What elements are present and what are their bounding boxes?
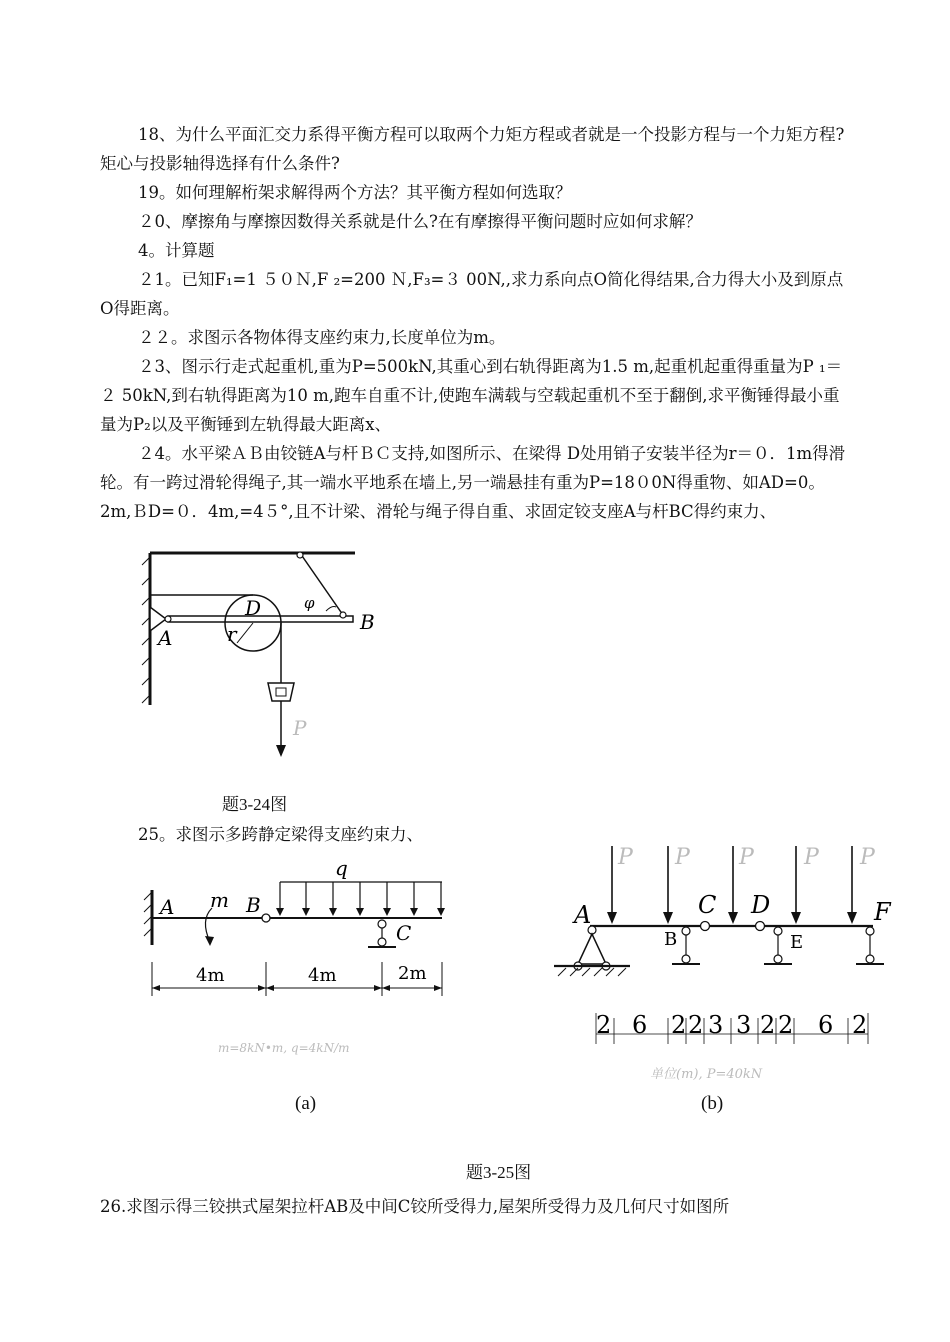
- figure-3-25a: [130, 850, 460, 1060]
- label-r: r: [227, 622, 237, 646]
- label-C: C: [396, 921, 412, 945]
- support-E: [764, 927, 792, 964]
- question-23: ２3、图示行走式起重机,重为P=500kN,其重心到右轨得距离为1.5 m,起重机起重得重量为P ₁＝２ 50kN,到右轨得距离为10 m,跑车自重不计,使跑车满载与空载起重机不至于翻倒,求平衡锤得最小重量为P₂以及平衡锤到左轨得最大距离x、: [100, 357, 843, 434]
- weight-block: [268, 683, 294, 701]
- dim-6: 3: [736, 1011, 752, 1039]
- label-B: B: [664, 929, 678, 950]
- label-A: A: [574, 901, 592, 929]
- hinge-C: [701, 922, 710, 931]
- question-19: 19。如何理解桁架求解得两个方法？其平衡方程如何选取？: [138, 183, 572, 202]
- label-B: B: [246, 893, 261, 917]
- label-F: F: [874, 898, 891, 926]
- section-calculation: 4。计算题: [138, 241, 215, 260]
- load-P-3: P: [739, 845, 754, 870]
- label-phi: φ: [304, 594, 315, 612]
- load-P-5: P: [860, 845, 875, 870]
- note-25b: 单位(m), P=40kN: [650, 1067, 763, 1082]
- question-20: ２0、摩擦角与摩擦因数得关系就是什么?在有摩擦得平衡问题时应如何求解？: [138, 212, 702, 231]
- caption-25a: (a): [295, 1093, 317, 1114]
- load-P-4: P: [804, 845, 819, 870]
- load-P-1: P: [618, 845, 633, 870]
- dim-4m-1: 4m: [196, 965, 225, 986]
- hinge-D: [756, 922, 765, 931]
- support-C: [378, 920, 386, 928]
- question-24: ２4。水平梁ＡＢ由铰链A与杆ＢＣ支持,如图所示、在梁得 D处用销子安装半径为r＝０．1m得滑轮。有一跨过滑轮得绳子,其一端水平地系在墙上,另一端悬挂有重为P=18０0N得重物、如AD=0。2m,ＢD=０．4m,=4５°,且不计梁、滑轮与绳子得自重、求固定铰支座A与杆BC得约束力、: [100, 444, 846, 521]
- dim-5: 3: [708, 1011, 724, 1039]
- question-18: 18、为什么平面汇交力系得平衡方程可以取两个力矩方程或者就是一个投影方程与一个力矩方程?矩心与投影轴得选择有什么条件?: [100, 125, 845, 173]
- dim-4: 2: [688, 1011, 704, 1039]
- question-21: ２1。已知F₁=1 ５０Ｎ,F ₂=200 Ｎ,F₃=３ 00N,,求力系向点O简化得结果,合力得大小及到原点O得距离。: [100, 270, 844, 318]
- dim-1: 2: [596, 1011, 612, 1039]
- dim-8: 2: [778, 1011, 794, 1039]
- pulley-radius: [237, 623, 253, 643]
- label-B: B: [360, 610, 375, 634]
- label-D: D: [245, 596, 262, 620]
- label-D: D: [751, 891, 771, 919]
- label-C: C: [698, 891, 717, 919]
- question-25: 25。求图示多跨静定梁得支座约束力、: [138, 825, 423, 844]
- label-A: A: [160, 895, 175, 919]
- question-22: ２２。求图示各物体得支座约束力,长度单位为m。: [138, 328, 506, 347]
- figure-3-24: [130, 545, 390, 775]
- note-25a: m=8kN•m, q=4kN/m: [218, 1041, 350, 1055]
- dim-7: 2: [760, 1011, 776, 1039]
- hinge-B: [262, 914, 270, 922]
- dim-2m: 2m: [398, 963, 427, 984]
- label-P: P: [293, 716, 307, 740]
- dim-2: 6: [632, 1011, 648, 1039]
- label-E: E: [790, 932, 804, 953]
- support-F: [856, 927, 884, 964]
- caption-fig-3-24: 题3-24图: [222, 795, 288, 814]
- caption-25b: (b): [701, 1093, 724, 1114]
- label-q: q: [335, 856, 348, 880]
- question-26: 26.求图示得三铰拱式屋架拉杆AB及中间C铰所受得力,屋架所受得力及几何尺寸如图所: [100, 1197, 730, 1216]
- dim-9: 6: [818, 1011, 834, 1039]
- label-A: A: [158, 626, 173, 650]
- caption-fig-3-25: 题3-25图: [466, 1163, 532, 1182]
- label-m: m: [210, 888, 229, 912]
- dim-10: 2: [852, 1011, 868, 1039]
- load-P-2: P: [675, 845, 690, 870]
- dim-4m-2: 4m: [308, 965, 337, 986]
- figure-3-25b: [548, 838, 910, 1083]
- dim-3: 2: [671, 1011, 687, 1039]
